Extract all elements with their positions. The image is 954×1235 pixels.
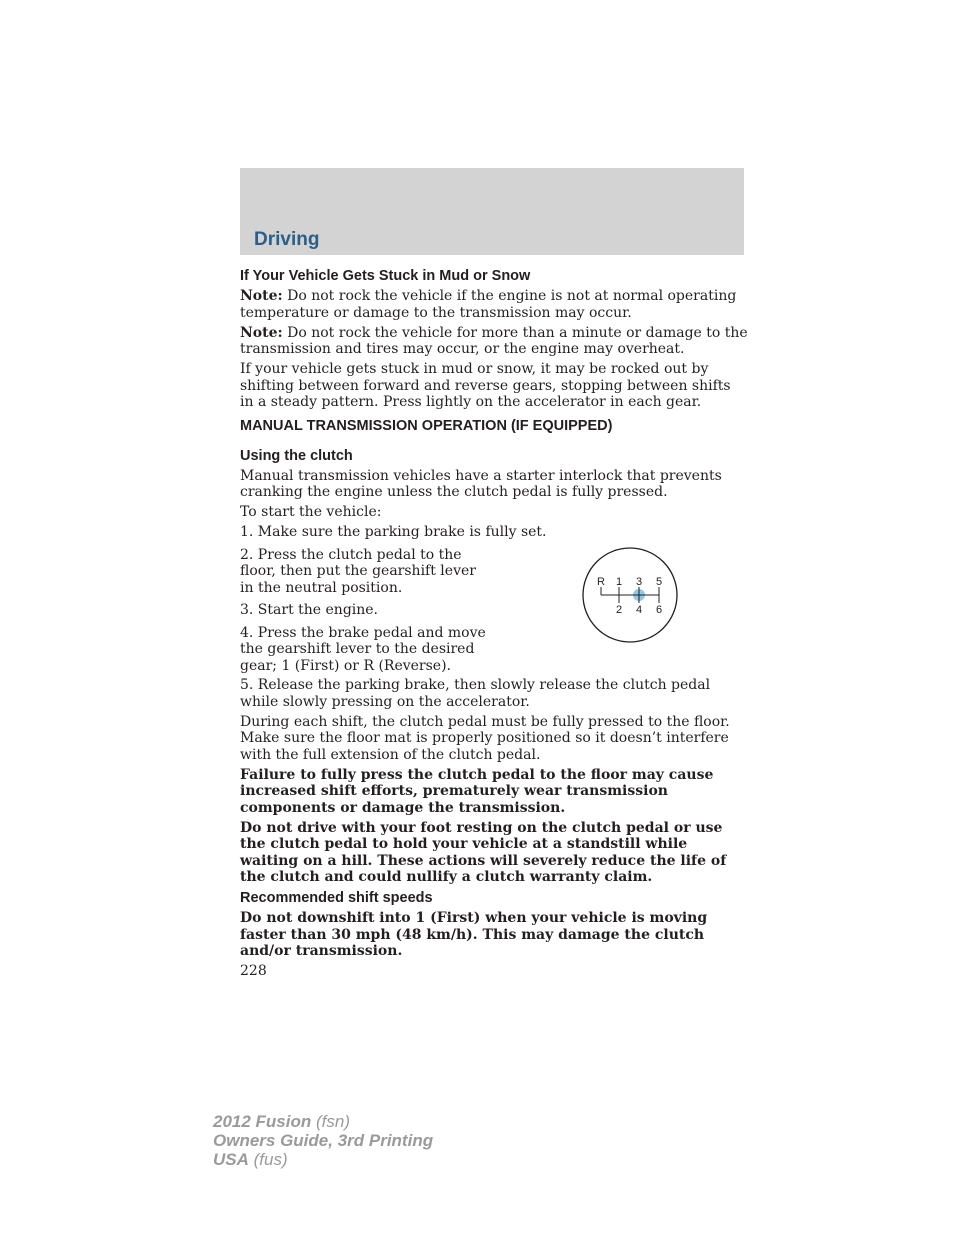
document-footer bbox=[213, 1112, 433, 1169]
gear-label-6: 6 bbox=[656, 603, 663, 616]
footer-line bbox=[213, 1150, 433, 1169]
step-item: 4. Press the brake pedal and move the gearshift lever to the desired gear; 1 (First) or R (Reverse). bbox=[240, 624, 486, 674]
warning-paragraph: Do not drive with your foot resting on the clutch pedal or use the clutch pedal to hold your vehicle at a standstill while waiting on a hill. These actions will severely reduce the life of the clutch and could nullify a clutch warranty claim. bbox=[240, 819, 727, 885]
heading-shift-speeds: Recommended shift speeds bbox=[240, 890, 433, 906]
section-title: Driving bbox=[254, 229, 320, 250]
body-paragraph: Manual transmission vehicles have a starter interlock that prevents cranking the engine unless the clutch pedal is fully pressed. bbox=[240, 467, 722, 500]
heading-manual-transmission: MANUAL TRANSMISSION OPERATION (IF EQUIPPED) bbox=[240, 417, 613, 434]
footer-line bbox=[213, 1112, 433, 1131]
gear-label-r: R bbox=[597, 575, 605, 588]
footer-region: USA bbox=[213, 1150, 249, 1169]
step-item: 5. Release the parking brake, then slowly release the clutch pedal while slowly pressing on the accelerator. bbox=[240, 677, 711, 710]
gear-label-2: 2 bbox=[616, 603, 623, 616]
body-paragraph: If your vehicle gets stuck in mud or snow, it may be rocked out by shifting between forward and reverse gears, stopping between shifts in a steady pattern. Press lightly on the accelerator in each gear. bbox=[240, 361, 731, 410]
gearshift-pattern-diagram bbox=[580, 547, 680, 647]
step-item: 1. Make sure the parking brake is fully set. bbox=[240, 524, 547, 540]
note-text: Do not rock the vehicle if the engine is not at normal operating temperature or damage to the transmission may occur. bbox=[240, 288, 737, 321]
footer-line bbox=[213, 1131, 433, 1150]
step-item: 3. Start the engine. bbox=[240, 602, 379, 618]
note-paragraph-1 bbox=[240, 288, 748, 321]
page-content bbox=[240, 267, 748, 980]
step-item: 2. Press the clutch pedal to the floor, then put the gearshift lever in the neutral position. bbox=[240, 546, 476, 596]
note-text: Do not rock the vehicle for more than a minute or damage to the transmission and tires may occur, or the engine may overheat. bbox=[240, 324, 748, 357]
warning-paragraph: Failure to fully press the clutch pedal to the floor may cause increased shift efforts, prematurely wear transmission components or damage the transmission. bbox=[240, 766, 714, 816]
steps-with-diagram bbox=[240, 547, 748, 675]
gear-label-3: 3 bbox=[636, 575, 643, 588]
steps-column bbox=[240, 547, 492, 675]
warning-paragraph: Do not downshift into 1 (First) when your vehicle is moving faster than 30 mph (48 km/h). This may damage the clutch and/or transmission. bbox=[240, 910, 708, 959]
note-label: Note: bbox=[240, 324, 283, 341]
note-label: Note: bbox=[240, 288, 283, 304]
page-number: 228 bbox=[240, 963, 267, 979]
heading-using-clutch: Using the clutch bbox=[240, 447, 353, 464]
gear-label-5: 5 bbox=[656, 575, 663, 588]
footer-guide: Owners Guide, 3rd Printing bbox=[213, 1131, 434, 1150]
body-paragraph: During each shift, the clutch pedal must be fully pressed to the floor. Make sure the floor mat is properly positioned so it doesn’t interfere with the full extension of the clutch pedal. bbox=[240, 713, 730, 763]
footer-code: (fus) bbox=[248, 1150, 288, 1169]
note-paragraph-2 bbox=[240, 325, 748, 358]
gear-label-1: 1 bbox=[616, 575, 623, 588]
heading-stuck-in-mud: If Your Vehicle Gets Stuck in Mud or Snow bbox=[240, 268, 531, 284]
gear-label-4: 4 bbox=[636, 603, 643, 616]
body-paragraph: To start the vehicle: bbox=[240, 504, 382, 520]
footer-model: 2012 Fusion bbox=[213, 1112, 312, 1131]
section-header-band bbox=[240, 168, 744, 255]
footer-code: (fsn) bbox=[311, 1112, 350, 1131]
